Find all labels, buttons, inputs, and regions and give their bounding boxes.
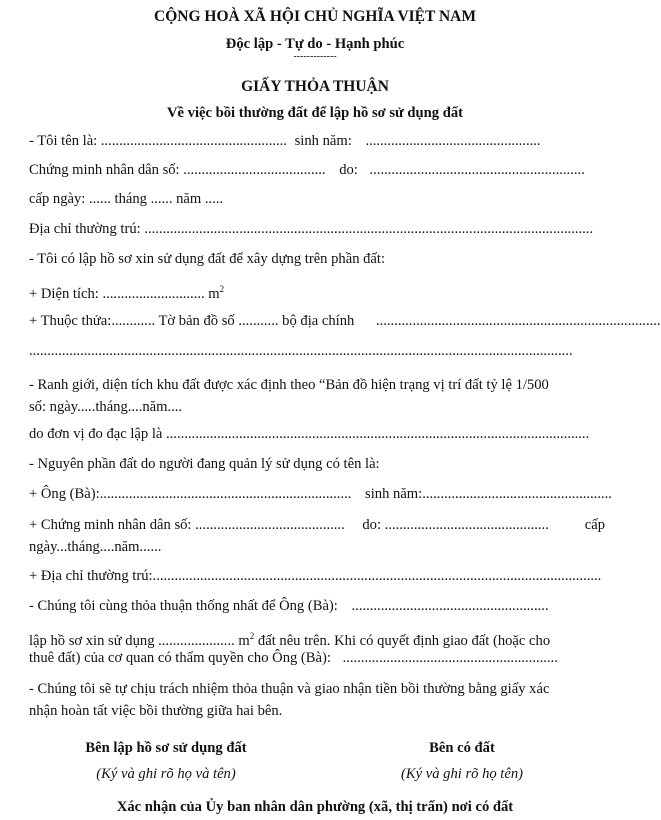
owner-issued-by: do: ............................................. — [362, 517, 549, 533]
issued-by-field: ........................................................... — [369, 162, 585, 178]
confirmation-heading: Xác nhận của Ủy ban nhân dân phường (xã, thị trấn) nơi có đất — [116, 799, 514, 815]
motto: Độc lập - Tự do - Hạnh phúc — [225, 36, 405, 52]
area-unit-sup: 2 — [219, 284, 225, 294]
agreement-field: ...................................................... — [351, 598, 549, 614]
national-title: CỘNG HOÀ XÃ HỘI CHỦ NGHĨA VIỆT NAM — [154, 8, 476, 25]
owner-name-field: + Ông (Bà):..................................................................... — [29, 486, 352, 502]
issue-date-line: cấp ngày: ...... tháng ...... năm ..... — [29, 191, 224, 207]
area-field: + Diện tích: ............................ m — [29, 286, 220, 302]
lease-text: thuê đất) của cơ quan có thẩm quyền cho Ông (Bà): — [29, 650, 331, 666]
boundary-line-2: số: ngày.....tháng....năm.... — [29, 399, 183, 415]
left-signature-note: (Ký và ghi rõ họ và tên) — [96, 766, 236, 782]
request-area-field: lập hồ sơ xin sử dụng ..................... m — [29, 633, 250, 649]
owner-name-line — [29, 485, 612, 503]
request-area-text: đất nêu trên. Khi có quyết định giao đất (hoặc cho — [257, 633, 551, 649]
right-signature-title: Bên có đất — [429, 740, 495, 756]
owner-address-line: + Địa chỉ thường trú:........................................................................................................................... — [29, 568, 602, 584]
lease-line — [29, 649, 605, 667]
owner-birth-year: sinh năm:.................................................... — [365, 486, 612, 502]
document-title: GIẤY THỎA THUẬN — [241, 78, 389, 95]
area-line — [29, 280, 605, 303]
document-subtitle: Về việc bồi thường đất để lập hồ sơ sử dụng đất — [166, 105, 463, 121]
line-id-card — [29, 161, 605, 179]
owner-issue-label: cấp — [584, 517, 605, 533]
agreement-line — [29, 597, 605, 615]
survey-unit-line: do đơn vị đo đạc lập là .................................................................................................................... — [29, 426, 590, 442]
land-request-line: - Tôi có lập hồ sơ xin sử dụng đất để xây dựng trên phần đất: — [29, 251, 386, 267]
owner-id-line — [29, 516, 605, 534]
right-signature-note: (Ký và ghi rõ họ tên) — [401, 766, 523, 782]
original-owner-line: - Nguyên phần đất do người đang quản lý sử dụng có tên là: — [29, 456, 380, 472]
request-area-sup: 2 — [249, 631, 255, 641]
owner-id-field: + Chứng minh nhân dân số: ......................................... — [29, 517, 345, 533]
id-card-field: Chứng minh nhân dân số: ....................................... — [29, 162, 326, 178]
parcel-field: + Thuộc thửa:............ Tờ bản đồ số ........... bộ địa chính — [29, 313, 355, 329]
lease-field: ........................................................... — [342, 650, 558, 666]
address-line: Địa chỉ thường trú: ........................................................................................................................... — [29, 221, 594, 237]
agreement-text: - Chúng tôi cùng thỏa thuận thống nhất để Ông (Bà): — [29, 598, 338, 614]
name-field: - Tôi tên là: ................................................... — [29, 133, 287, 149]
boundary-line-1: - Ranh giới, diện tích khu đất được xác định theo “Bản đồ hiện trạng vị trí đất tỷ lệ 1/500 — [29, 377, 549, 393]
header-rule: ------------- — [293, 51, 337, 62]
left-signature-title: Bên lập hồ sơ sử dụng đất — [85, 740, 247, 756]
birth-year-field: ................................................ — [365, 133, 541, 149]
responsibility-line-1: - Chúng tôi sẽ tự chịu trách nhiệm thỏa thuận và giao nhận tiền bồi thường bằng giấy xác — [29, 681, 550, 697]
parcel-extra-field: .............................................................................. — [375, 313, 661, 329]
issued-by-label: do: — [339, 162, 358, 178]
birth-year-label: sinh năm: — [294, 133, 352, 149]
line-name — [29, 132, 605, 150]
parcel-line — [29, 312, 661, 330]
responsibility-line-2: nhận hoàn tất việc bồi thường giữa hai bên. — [29, 703, 283, 719]
blank-line: ..................................................................................................................................................... — [29, 343, 573, 359]
owner-issue-date: ngày...tháng....năm...... — [29, 539, 162, 555]
request-area-line — [29, 627, 605, 650]
